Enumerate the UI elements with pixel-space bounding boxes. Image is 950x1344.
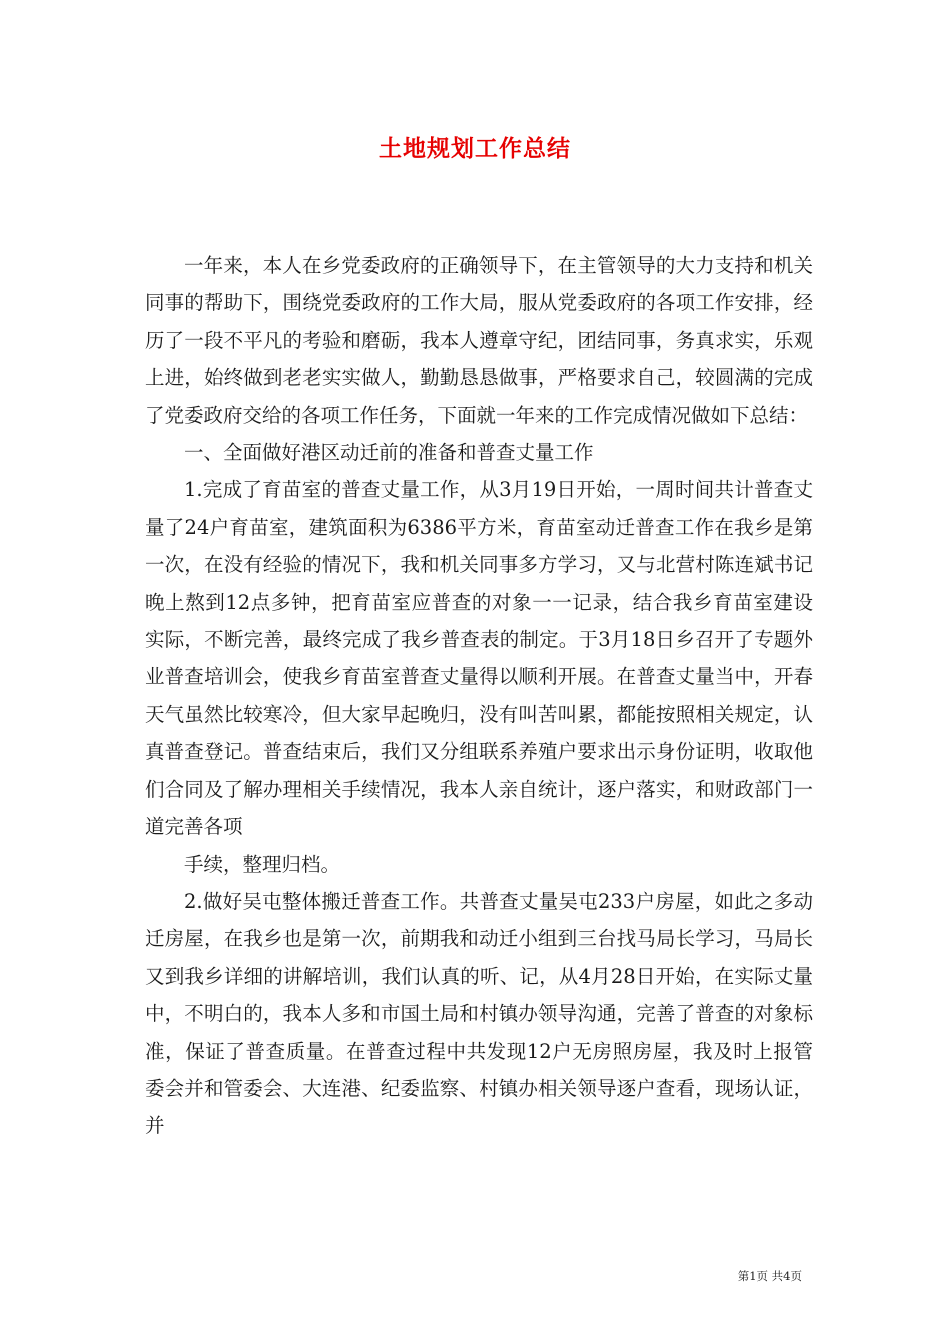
page-footer-pagination: 第1页 共4页	[737, 1269, 802, 1283]
paragraph-item-1-continued: 手续，整理归档。	[184, 852, 341, 876]
paragraph-item-2: 2.做好吴屯整体搬迁普查工作。共普查丈量吴屯233户房屋，如此之多动迁房屋，在我乡也是第一次，前期我和动迁小组到三台找马局长学习，马局长又到我乡详细的讲解培训，我们认真的听、记，从4月28日开始，在实际丈量中，不明白的，我本人多和市国土局和村镇办领导沟通，完善了普查的对象标准，保证了普查质量。在普查过程中共发现12户无房照房屋，我及时上报管委会并和管委会、大连港、纪委监察、村镇办相关领导逐户查看，现场认证，并	[145, 889, 813, 1138]
document-title: 土地规划工作总结	[379, 135, 571, 162]
document-body	[145, 247, 813, 1145]
paragraph-item-1: 1.完成了育苗室的普查丈量工作，从3月19日开始，一周时间共计普查丈量了24户育苗室，建筑面积为6386平方米，育苗室动迁普查工作在我乡是第一次，在没有经验的情况下，我和机关同事多方学习，又与北营村陈连斌书记晚上熬到12点多钟，把育苗室应普查的对象一一记录，结合我乡育苗室建设实际，不断完善，最终完成了我乡普查表的制定。于3月18日乡召开了专题外业普查培训会，使我乡育苗室普查丈量得以顺利开展。在普查丈量当中，开春天气虽然比较寒冷，但大家早起晚归，没有叫苦叫累，都能按照相关规定，认真普查登记。普查结束后，我们又分组联系养殖户要求出示身份证明，收取他们合同及了解办理相关手续情况，我本人亲自统计，逐户落实，和财政部门一道完善各项	[145, 478, 813, 839]
paragraph-section-heading: 一、全面做好港区动迁前的准备和普查丈量工作	[184, 441, 594, 465]
paragraph-intro: 一年来，本人在乡党委政府的正确领导下，在主管领导的大力支持和机关同事的帮助下，围绕党委政府的工作大局，服从党委政府的各项工作安排，经历了一段不平凡的考验和磨砺，我本人遵章守纪，团结同事，务真求实，乐观上进，始终做到老老实实做人，勤勤恳恳做事，严格要求自己，较圆满的完成了党委政府交给的各项工作任务，下面就一年来的工作完成情况做如下总结：	[145, 254, 813, 427]
